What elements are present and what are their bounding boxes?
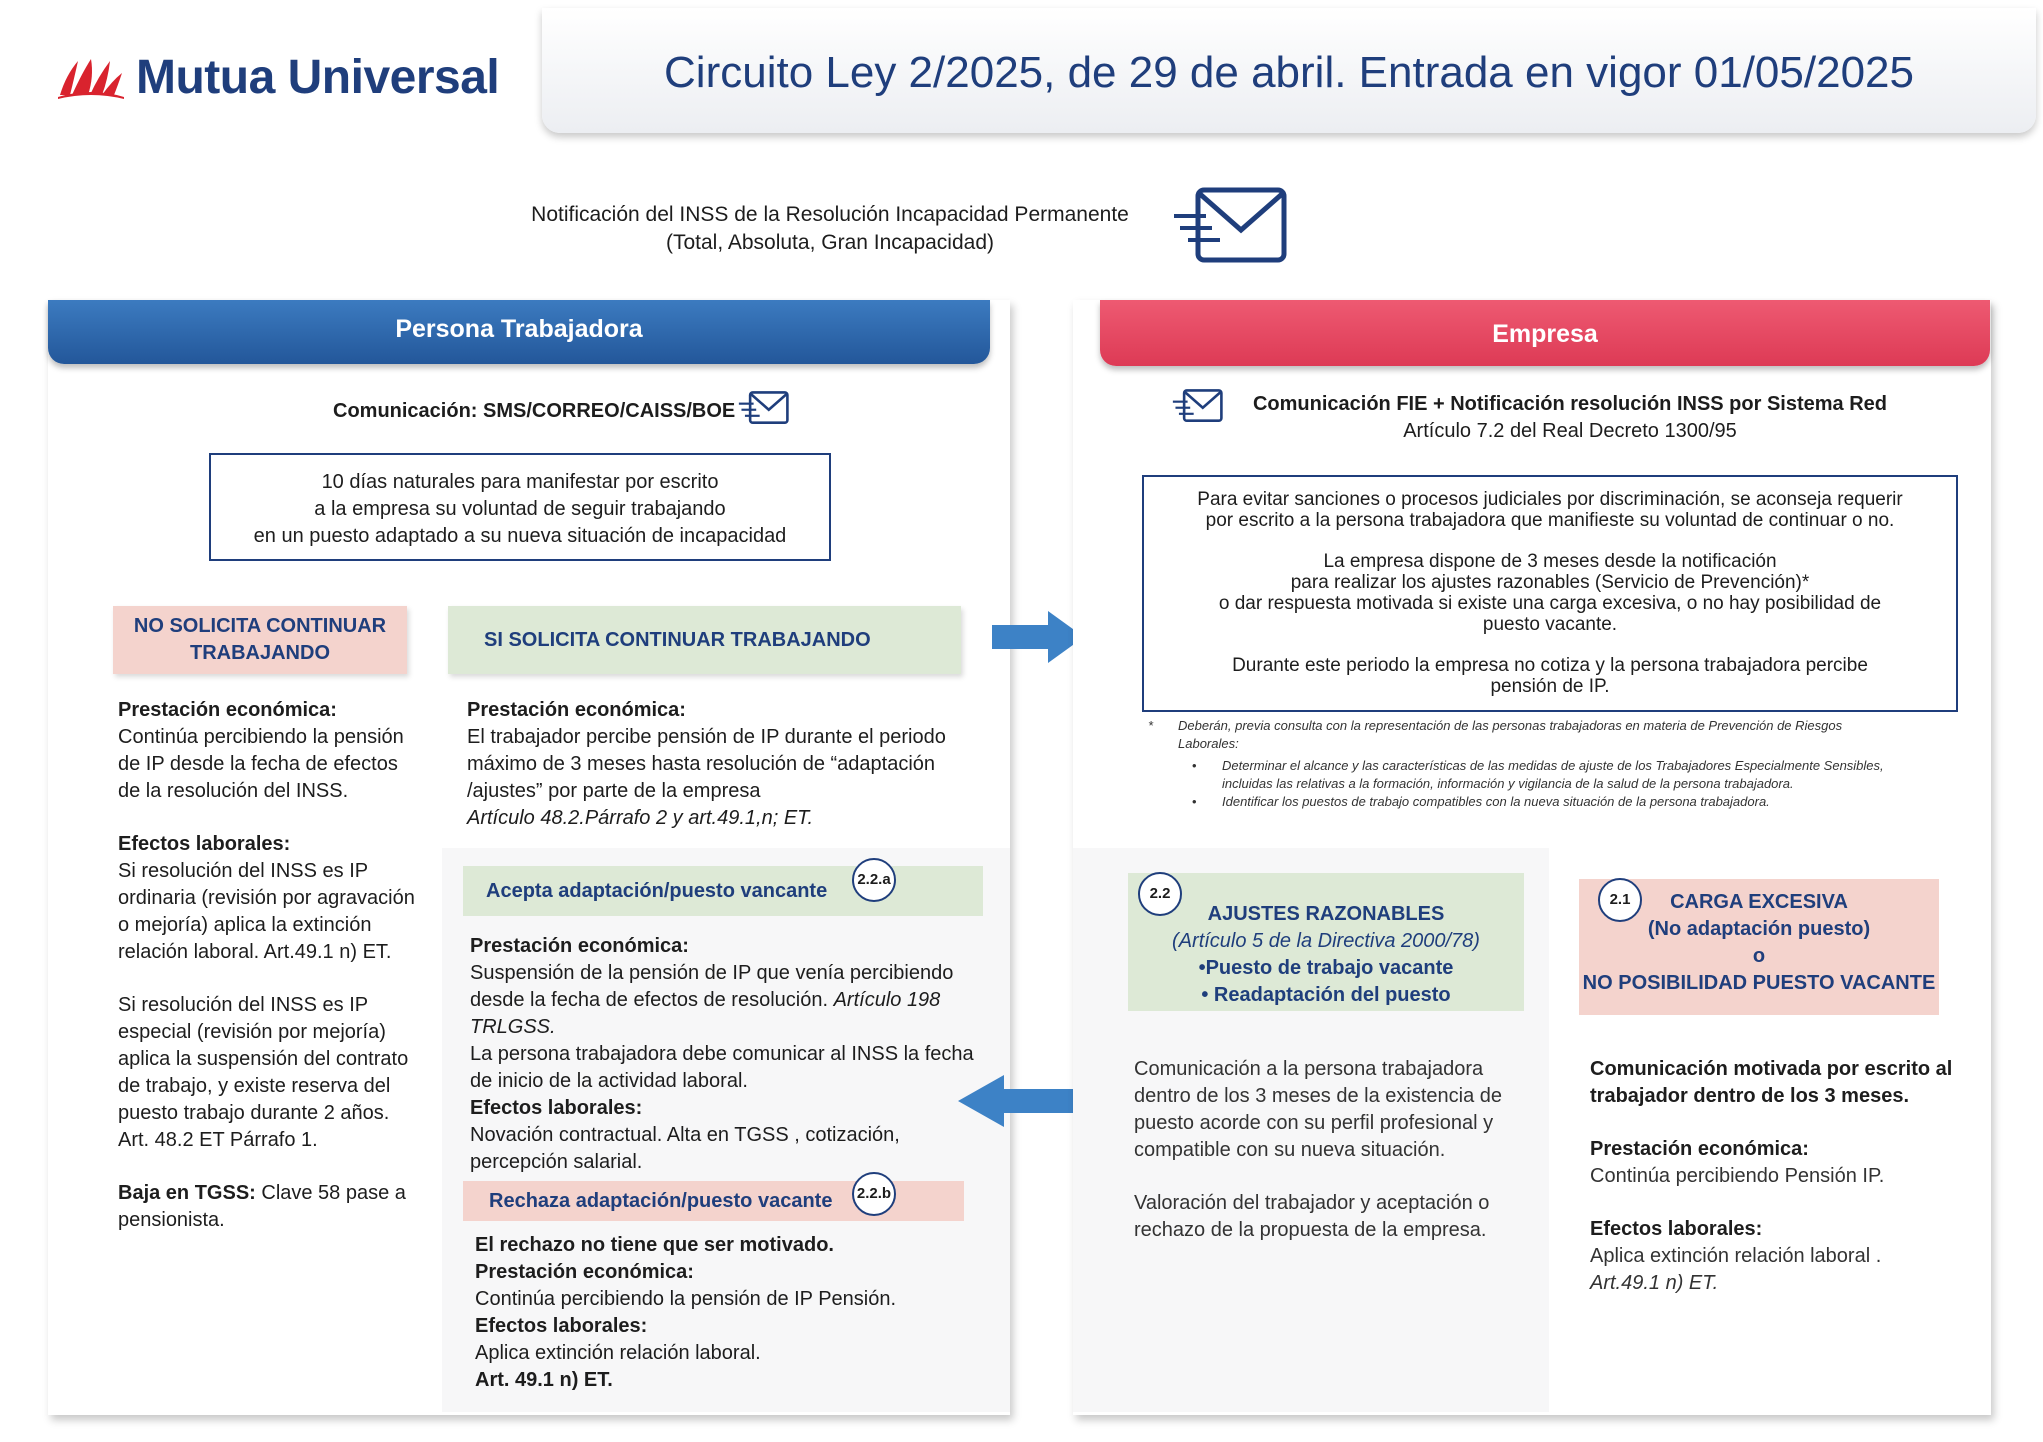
- footnote-star: *: [1148, 718, 1154, 733]
- no-efectos-line: o mejoría) aplica la extinción: [118, 914, 372, 936]
- no-efectos-line: aplica la suspensión del contrato: [118, 1048, 409, 1070]
- notification-text: [490, 201, 1170, 257]
- rechaza-line1: El rechazo no tiene que ser motivado.: [475, 1234, 834, 1256]
- footnote: [1178, 717, 1978, 753]
- ajustes-item1: •Puesto de trabajo vacante: [1198, 957, 1454, 979]
- no-efectos-line: Si resolución del INSS es IP: [118, 994, 369, 1016]
- company-box-line: puesto vacante.: [1482, 614, 1618, 635]
- no-efectos-line: puesto trabajo durante 2 años.: [118, 1102, 390, 1124]
- company-box-line: Para evitar sanciones o procesos judiciales por discriminación, se aconseja requerir: [1197, 489, 1903, 510]
- no-efectos-line: ordinaria (revisión por agravación: [118, 887, 415, 909]
- no-efectos-line: de trabajo, y existe reserva del: [118, 1075, 391, 1097]
- si-prest-line: El trabajador percibe pensión de IP durante el periodo: [467, 726, 946, 748]
- title-bar: [542, 8, 2036, 133]
- si-prest-title: Prestación económica:: [467, 699, 686, 721]
- no-solicita-line2: TRABAJANDO: [190, 642, 330, 664]
- spacer: [1144, 635, 1956, 655]
- ajustes-text-line: compatible con su nueva situación.: [1134, 1139, 1446, 1161]
- ajustes-text-line: rechazo de la propuesta de la empresa.: [1134, 1219, 1487, 1241]
- spacer: [1590, 1190, 1990, 1216]
- spacer: [118, 805, 438, 831]
- company-box-line: Durante este periodo la empresa no cotiza y la persona trabajadora percibe: [1232, 655, 1868, 676]
- no-prest-title: Prestación económica:: [118, 699, 337, 721]
- no-solicita-line1: NO SOLICITA CONTINUAR: [133, 615, 387, 637]
- rechaza-efectos-text: Aplica extinción relación laboral.: [475, 1342, 761, 1364]
- acepta-line: de inicio de la actividad laboral.: [470, 1070, 748, 1092]
- spacer: [1134, 1164, 1554, 1190]
- worker-box-line: a la empresa su voluntad de seguir trabajando: [314, 498, 726, 520]
- no-prest-line: Continúa percibiendo la pensión: [118, 726, 404, 748]
- mail-icon-company: [1172, 388, 1224, 424]
- carga-prest-text: Continúa percibiendo Pensión IP.: [1590, 1165, 1885, 1187]
- si-prest-line: /ajustes” por parte de la empresa: [467, 780, 761, 802]
- page-title: Circuito Ley 2/2025, de 29 de abril. Entrada en vigor 01/05/2025: [664, 48, 1914, 97]
- acepta-line: [470, 987, 1010, 1014]
- worker-header: Persona Trabajadora: [48, 300, 990, 364]
- carga-efectos-title: Efectos laborales:: [1590, 1218, 1763, 1240]
- rechaza-label: Rechaza adaptación/puesto vacante: [463, 1181, 964, 1221]
- ajustes-text-line: Valoración del trabajador y aceptación o: [1134, 1192, 1490, 1214]
- mail-icon: [1170, 186, 1290, 266]
- footnote-bullet1: • Determinar el alcance y las características de las medidas de ajuste de los Trabajadores Especialmente Sensibles,: [1192, 758, 1884, 773]
- ajustes-text: [1134, 1056, 1554, 1244]
- carga-efectos-text: Aplica extinción relación laboral .: [1590, 1245, 1882, 1267]
- si-solicita-label: SI SOLICITA CONTINUAR TRABAJANDO: [448, 606, 961, 674]
- badge-2-2-a: 2.2.a: [852, 858, 896, 902]
- company-header: Empresa: [1100, 300, 1990, 366]
- acepta-label: Acepta adaptación/puesto vancante: [463, 866, 983, 916]
- company-box-line: para realizar los ajustes razonables (Servicio de Prevención)*: [1290, 572, 1810, 593]
- badge-2-2-b: 2.2.b: [852, 1172, 896, 1216]
- rechaza-prest-title: Prestación económica:: [475, 1261, 694, 1283]
- carga-comm-line: Comunicación motivada por escrito al: [1590, 1058, 1953, 1080]
- worker-box-line: en un puesto adaptado a su nueva situación de incapacidad: [253, 525, 787, 547]
- worker-deadline-box: [209, 453, 831, 561]
- carga-art: Art.49.1 n) ET.: [1590, 1272, 1719, 1294]
- company-info-box: [1142, 475, 1958, 712]
- no-solicita-label: [113, 606, 407, 674]
- badge-2-2: 2.2: [1138, 872, 1182, 916]
- footnote-bullet2-text: Identificar los puestos de trabajo compatibles con la nueva situación de la persona trabajadora.: [1222, 794, 1770, 809]
- logo-icon: [56, 55, 126, 105]
- no-efectos-line: relación laboral. Art.49.1 n) ET.: [118, 941, 392, 963]
- rechaza-text: [475, 1232, 995, 1394]
- no-efectos-line: Art. 48.2 ET Párrafo 1.: [118, 1129, 318, 1151]
- rechaza-efectos-title: Efectos laborales:: [475, 1315, 648, 1337]
- no-efectos-title: Efectos laborales:: [118, 833, 291, 855]
- acepta-line: Suspensión de la pensión de IP que venía percibiendo: [470, 962, 954, 984]
- company-box-line: La empresa dispone de 3 meses desde la notificación: [1323, 551, 1777, 572]
- company-comm-line2: Artículo 7.2 del Real Decreto 1300/95: [1403, 420, 1737, 442]
- baja-line2: pensionista.: [118, 1209, 225, 1231]
- carga-line1: CARGA EXCESIVA: [1670, 891, 1848, 913]
- ajustes-text-line: dentro de los 3 meses de la existencia de: [1134, 1085, 1502, 1107]
- company-communication: [1250, 391, 1890, 445]
- footnote-line1: Deberán, previa consulta con la representación de las personas trabajadoras en materia de Prevención de Riesgos: [1178, 718, 1843, 733]
- acepta-efectos-title: Efectos laborales:: [470, 1097, 643, 1119]
- carga-comm-line: trabajador dentro de los 3 meses.: [1590, 1085, 1909, 1107]
- carga-text: [1590, 1056, 1990, 1297]
- company-box-line: pensión de IP.: [1490, 676, 1610, 697]
- no-solicita-text: [118, 697, 438, 1234]
- acepta-efectos-line: Novación contractual. Alta en TGSS , cotización,: [470, 1124, 900, 1146]
- si-prest-line: máximo de 3 meses hasta resolución de “adaptación: [467, 753, 936, 775]
- worker-box-line: 10 días naturales para manifestar por escrito: [321, 471, 719, 493]
- carga-line3: o: [1752, 945, 1766, 967]
- spacer: [1144, 531, 1956, 551]
- company-box-line: o dar respuesta motivada si existe una carga excesiva, o no hay posibilidad de: [1218, 593, 1882, 614]
- baja-title: Baja en TGSS:: [118, 1182, 256, 1204]
- ajustes-item2: • Readaptación del puesto: [1201, 984, 1451, 1006]
- logo-text: Mutua Universal: [136, 51, 500, 104]
- arrow-left-icon: [956, 1075, 1090, 1127]
- acepta-line: La persona trabajadora debe comunicar al INSS la fecha: [470, 1043, 974, 1065]
- spacer: [118, 1154, 438, 1180]
- acepta-efectos-line: percepción salarial.: [470, 1151, 643, 1173]
- logo: [56, 50, 516, 110]
- notification-line1: Notificación del INSS de la Resolución Incapacidad Permanente: [531, 203, 1129, 226]
- footnote-bullet1-line2: incluidas las relativas a la formación, información y vigilancia de la salud de la persona trabajadora.: [1222, 776, 1794, 791]
- acepta-line2a: desde la fecha de efectos de resolución.: [470, 989, 834, 1011]
- acepta-line: TRLGSS.: [470, 1016, 556, 1038]
- no-efectos-line: Si resolución del INSS es IP: [118, 860, 369, 882]
- ajustes-subtitle: (Artículo 5 de la Directiva 2000/78): [1172, 930, 1480, 952]
- rechaza-prest-text: Continúa percibiendo la pensión de IP Pensión.: [475, 1288, 897, 1310]
- no-prest-line: de la resolución del INSS.: [118, 780, 349, 802]
- ajustes-title: AJUSTES RAZONABLES: [1207, 903, 1445, 925]
- notification-line2: (Total, Absoluta, Gran Incapacidad): [665, 231, 995, 254]
- footnote-bullets: [1192, 757, 1982, 811]
- arrow-right-icon: [990, 611, 1086, 663]
- baja-line: [118, 1180, 438, 1207]
- carga-line2: (No adaptación puesto): [1647, 918, 1871, 940]
- acepta-text: [470, 933, 1010, 1176]
- footnote-line2: Laborales:: [1178, 736, 1239, 751]
- spacer: [1590, 1110, 1990, 1136]
- worker-communication: Comunicación: SMS/CORREO/CAISS/BOE: [333, 400, 736, 422]
- si-solicita-text: [467, 697, 1007, 832]
- rechaza-art: Art. 49.1 n) ET.: [475, 1369, 613, 1391]
- footnote-bullet2: • Identificar los puestos de trabajo compatibles con la nueva situación de la persona trabajadora.: [1192, 794, 1770, 809]
- company-box-line: por escrito a la persona trabajadora que manifieste su voluntad de continuar o no.: [1205, 510, 1895, 531]
- no-efectos-line: especial (revisión por mejoría): [118, 1021, 386, 1043]
- acepta-line2b: Artículo 198: [833, 989, 941, 1011]
- carga-prest-title: Prestación económica:: [1590, 1138, 1809, 1160]
- badge-2-1: 2.1: [1598, 878, 1642, 922]
- baja-text: Clave 58 pase a: [255, 1182, 406, 1204]
- company-comm-line1: Comunicación FIE + Notificación resolución INSS por Sistema Red: [1252, 393, 1887, 415]
- no-prest-line: de IP desde la fecha de efectos: [118, 753, 398, 775]
- acepta-prest-title: Prestación económica:: [470, 935, 689, 957]
- ajustes-text-line: puesto acorde con su perfil profesional y: [1134, 1112, 1494, 1134]
- carga-line4: NO POSIBILIDAD PUESTO VACANTE: [1582, 972, 1936, 994]
- ajustes-text-line: Comunicación a la persona trabajadora: [1134, 1058, 1484, 1080]
- spacer: [118, 966, 438, 992]
- mail-icon-small: [738, 390, 790, 426]
- footnote-bullet1-line1: Determinar el alcance y las características de las medidas de ajuste de los Trabajadores Especialmente Sensibles,: [1222, 758, 1884, 773]
- si-prest-ref: Artículo 48.2.Párrafo 2 y art.49.1,n; ET.: [467, 807, 814, 829]
- ajustes-box: [1128, 873, 1524, 1011]
